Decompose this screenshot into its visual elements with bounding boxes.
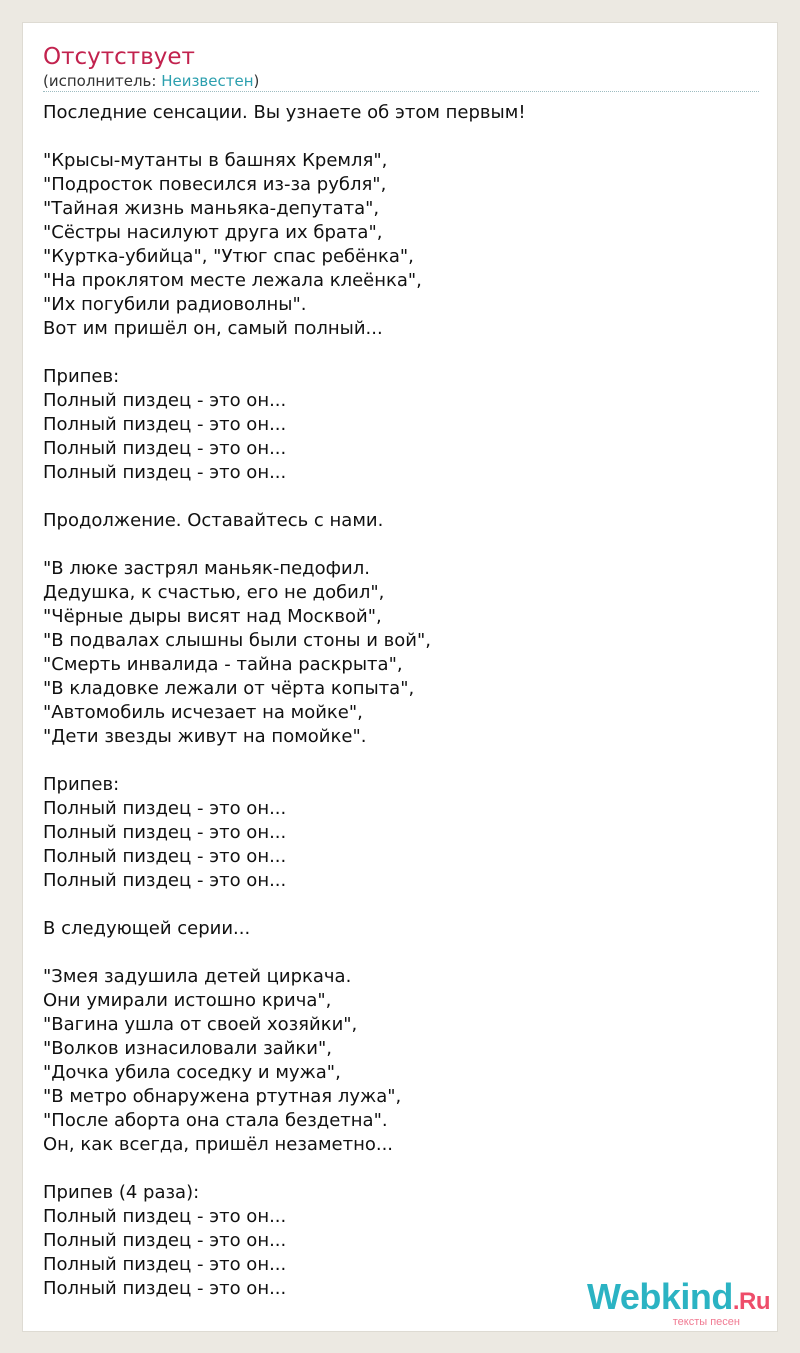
lyric-line: "Подросток повесился из-за рубля",: [43, 174, 387, 195]
logo-wordmark: [586, 1276, 770, 1320]
lyric-line: "Змея задушила детей циркача.: [43, 966, 352, 987]
lyric-line: Полный пиздец - это он...: [43, 846, 287, 867]
lyric-line: "Дочка убила соседку и мужа",: [43, 1062, 341, 1083]
lyric-line: [43, 533, 526, 557]
lyric-line: [43, 749, 526, 773]
title-divider: [43, 91, 759, 92]
lyric-line: Припев (4 раза):: [43, 1182, 200, 1203]
lyric-line: [43, 893, 526, 917]
lyric-line: Продолжение. Оставайтесь с нами.: [43, 510, 384, 531]
lyric-line: "В метро обнаружена ртутная лужа",: [43, 1086, 402, 1107]
lyrics-card: [22, 22, 778, 1332]
lyric-line: "На проклятом месте лежала клеёнка",: [43, 270, 422, 291]
lyrics-text: [43, 101, 526, 1301]
lyric-line: Полный пиздец - это он...: [43, 390, 287, 411]
lyric-line: Припев:: [43, 366, 120, 387]
lyric-line: "Автомобиль исчезает на мойке",: [43, 702, 363, 723]
lyric-line: Последние сенсации. Вы узнаете об этом первым!: [43, 102, 526, 123]
lyric-line: "Волков изнасиловали зайки",: [43, 1038, 332, 1059]
lyric-line: [43, 125, 526, 149]
lyric-line: Они умирали истошно крича",: [43, 990, 332, 1011]
lyric-line: "Вагина ушла от своей хозяйки",: [43, 1014, 358, 1035]
lyric-line: Вот им пришёл он, самый полный...: [43, 318, 383, 339]
lyric-line: "Чёрные дыры висят над Москвой",: [43, 606, 382, 627]
lyric-line: Полный пиздец - это он...: [43, 1230, 287, 1251]
lyric-line: Полный пиздец - это он...: [43, 1254, 287, 1275]
lyric-line: Полный пиздец - это он...: [43, 438, 287, 459]
lyric-line: "В подвалах слышны были стоны и вой",: [43, 630, 431, 651]
webkind-logo: [586, 1276, 770, 1328]
lyric-line: [43, 485, 526, 509]
lyric-line: "Дети звезды живут на помойке".: [43, 726, 367, 747]
lyric-line: Полный пиздец - это он...: [43, 870, 287, 891]
logo-word: Webkind: [586, 1276, 733, 1317]
lyric-line: "В люке застрял маньяк-педофил.: [43, 558, 370, 579]
artist-prefix: (исполнитель:: [43, 72, 162, 90]
lyric-line: [43, 341, 526, 365]
song-title: Отсутствует: [43, 44, 195, 70]
lyric-line: "Тайная жизнь маньяка-депутата",: [43, 198, 380, 219]
lyric-line: "В кладовке лежали от чёрта копыта",: [43, 678, 415, 699]
lyric-line: Дедушка, к счастью, его не добил",: [43, 582, 385, 603]
lyric-line: "Куртка-убийца", "Утюг спас ребёнка",: [43, 246, 414, 267]
lyric-line: Припев:: [43, 774, 120, 795]
lyric-line: В следующей серии...: [43, 918, 251, 939]
lyric-line: "Сёстры насилуют друга их брата",: [43, 222, 383, 243]
lyric-line: "Их погубили радиоволны".: [43, 294, 307, 315]
lyric-line: "Смерть инвалида - тайна раскрыта",: [43, 654, 403, 675]
artist-link[interactable]: Неизвестен: [161, 72, 254, 90]
artist-suffix: ): [253, 72, 260, 90]
lyric-line: Полный пиздец - это он...: [43, 1206, 287, 1227]
lyric-line: [43, 1157, 526, 1181]
lyric-line: Он, как всегда, пришёл незаметно...: [43, 1134, 394, 1155]
logo-tagline: тексты песен: [672, 1316, 740, 1328]
logo-tld: .Ru: [732, 1288, 770, 1315]
lyric-line: "После аборта она стала бездетна".: [43, 1110, 388, 1131]
artist-line: [43, 71, 259, 91]
lyric-line: Полный пиздец - это он...: [43, 414, 287, 435]
lyric-line: [43, 941, 526, 965]
lyric-line: Полный пиздец - это он...: [43, 462, 287, 483]
lyric-line: Полный пиздец - это он...: [43, 1278, 287, 1299]
lyric-line: Полный пиздец - это он...: [43, 798, 287, 819]
lyric-line: "Крысы-мутанты в башнях Кремля",: [43, 150, 388, 171]
lyric-line: Полный пиздец - это он...: [43, 822, 287, 843]
